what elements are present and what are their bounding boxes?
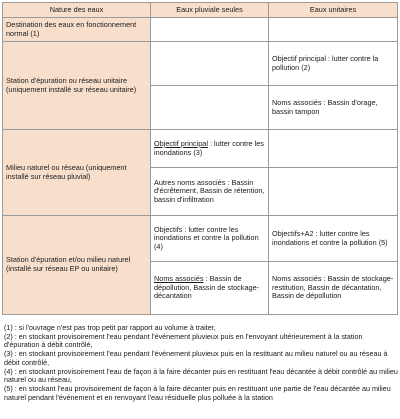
objective-title: Objectif principal: [154, 138, 208, 148]
objective-text: lutter contre la pollution (2): [272, 53, 379, 72]
comparison-table: [2, 2, 398, 315]
pluviale-names-cell: Autres noms associés : Bassin d'écrêtement, Bassin de rétention, bassin d'infiltration: [151, 168, 269, 216]
table-row: [3, 42, 398, 86]
header-pluviale: Eaux pluviale seules: [151, 3, 269, 18]
names-text: : Bassin de dépollution, Bassin de stockage-décantation: [154, 274, 260, 301]
header-row: [3, 3, 398, 18]
empty-cell: [151, 86, 269, 130]
unitaire-objective-cell: Objectifs+A2 : lutter contre les inondations et contre la pollution (5): [269, 216, 398, 262]
empty-cell: [151, 42, 269, 86]
table-row: [3, 130, 398, 168]
unitaire-names-cell: Noms associés : Bassin de stockage-restitution, Bassin de décantation, Bassin de dépollution: [269, 262, 398, 315]
pluviale-objective-cell: [151, 130, 269, 168]
empty-cell: [269, 168, 398, 216]
footnote-3: (3) : en stockant provisoirement l'eau pendant l'événement pluvieux puis en la restituant au milieu naturel ou au réseau à débit contrôlé,: [4, 349, 388, 367]
footnotes: [4, 324, 398, 402]
pluviale-names-cell: [151, 262, 269, 315]
table-row: [3, 216, 398, 262]
table-row: [3, 18, 398, 42]
pluviale-objective-cell: Objectifs : lutter contre les inondations et contre la pollution (4): [151, 216, 269, 262]
footnote-2: (2) : en stockant provisoirement l'eau pendant l'événement pluvieux puis en l'envoyant ultérieurement à la station d'épuration à débit contrôlé,: [4, 331, 363, 350]
footnote-4: (4) : en stockant provisoirement l'eau de façon à la faire décanter puis en restituant l'eau décantée à débit contrôlé au milieu naturel ou au réseau,: [4, 366, 398, 385]
unitaire-names-cell: Noms associés : Bassin d'orage, bassin tampon: [269, 86, 398, 130]
row-label-station-milieu: Station d'épuration et/ou milieu naturel (installé sur réseau EP ou unitaire): [3, 216, 151, 315]
objective-title: Objectif principal :: [272, 53, 330, 63]
header-nature: Nature des eaux: [3, 3, 151, 18]
footnote-1: (1) : si l'ouvrage n'est pas trop petit par rapport au volume à traiter,: [4, 323, 216, 332]
empty-cell: [269, 18, 398, 42]
header-unitaires: Eaux unitaires: [269, 3, 398, 18]
names-title: Noms associés: [154, 274, 204, 284]
row-label-destination: Destination des eaux en fonctionnement normal (1): [3, 18, 151, 42]
unitaire-objective-cell: [269, 42, 398, 86]
footnote-5: (5) : en stockant l'eau provisoirement de façon à la faire décanter puis en restituant une partie de l'eau décantée au milieu naturel pendant l'événement et en renvoyant l'eau résiduelle plus polluée à la station: [4, 383, 391, 402]
row-label-milieu-naturel: Milieu naturel ou réseau (uniquement installé sur réseau pluvial): [3, 130, 151, 216]
empty-cell: [151, 18, 269, 42]
objective-text: : lutter contre les inondations (3): [154, 138, 264, 157]
empty-cell: [269, 130, 398, 168]
row-label-station-unitaire: Station d'épuration ou réseau unitaire (uniquement installé sur réseau unitaire): [3, 42, 151, 130]
